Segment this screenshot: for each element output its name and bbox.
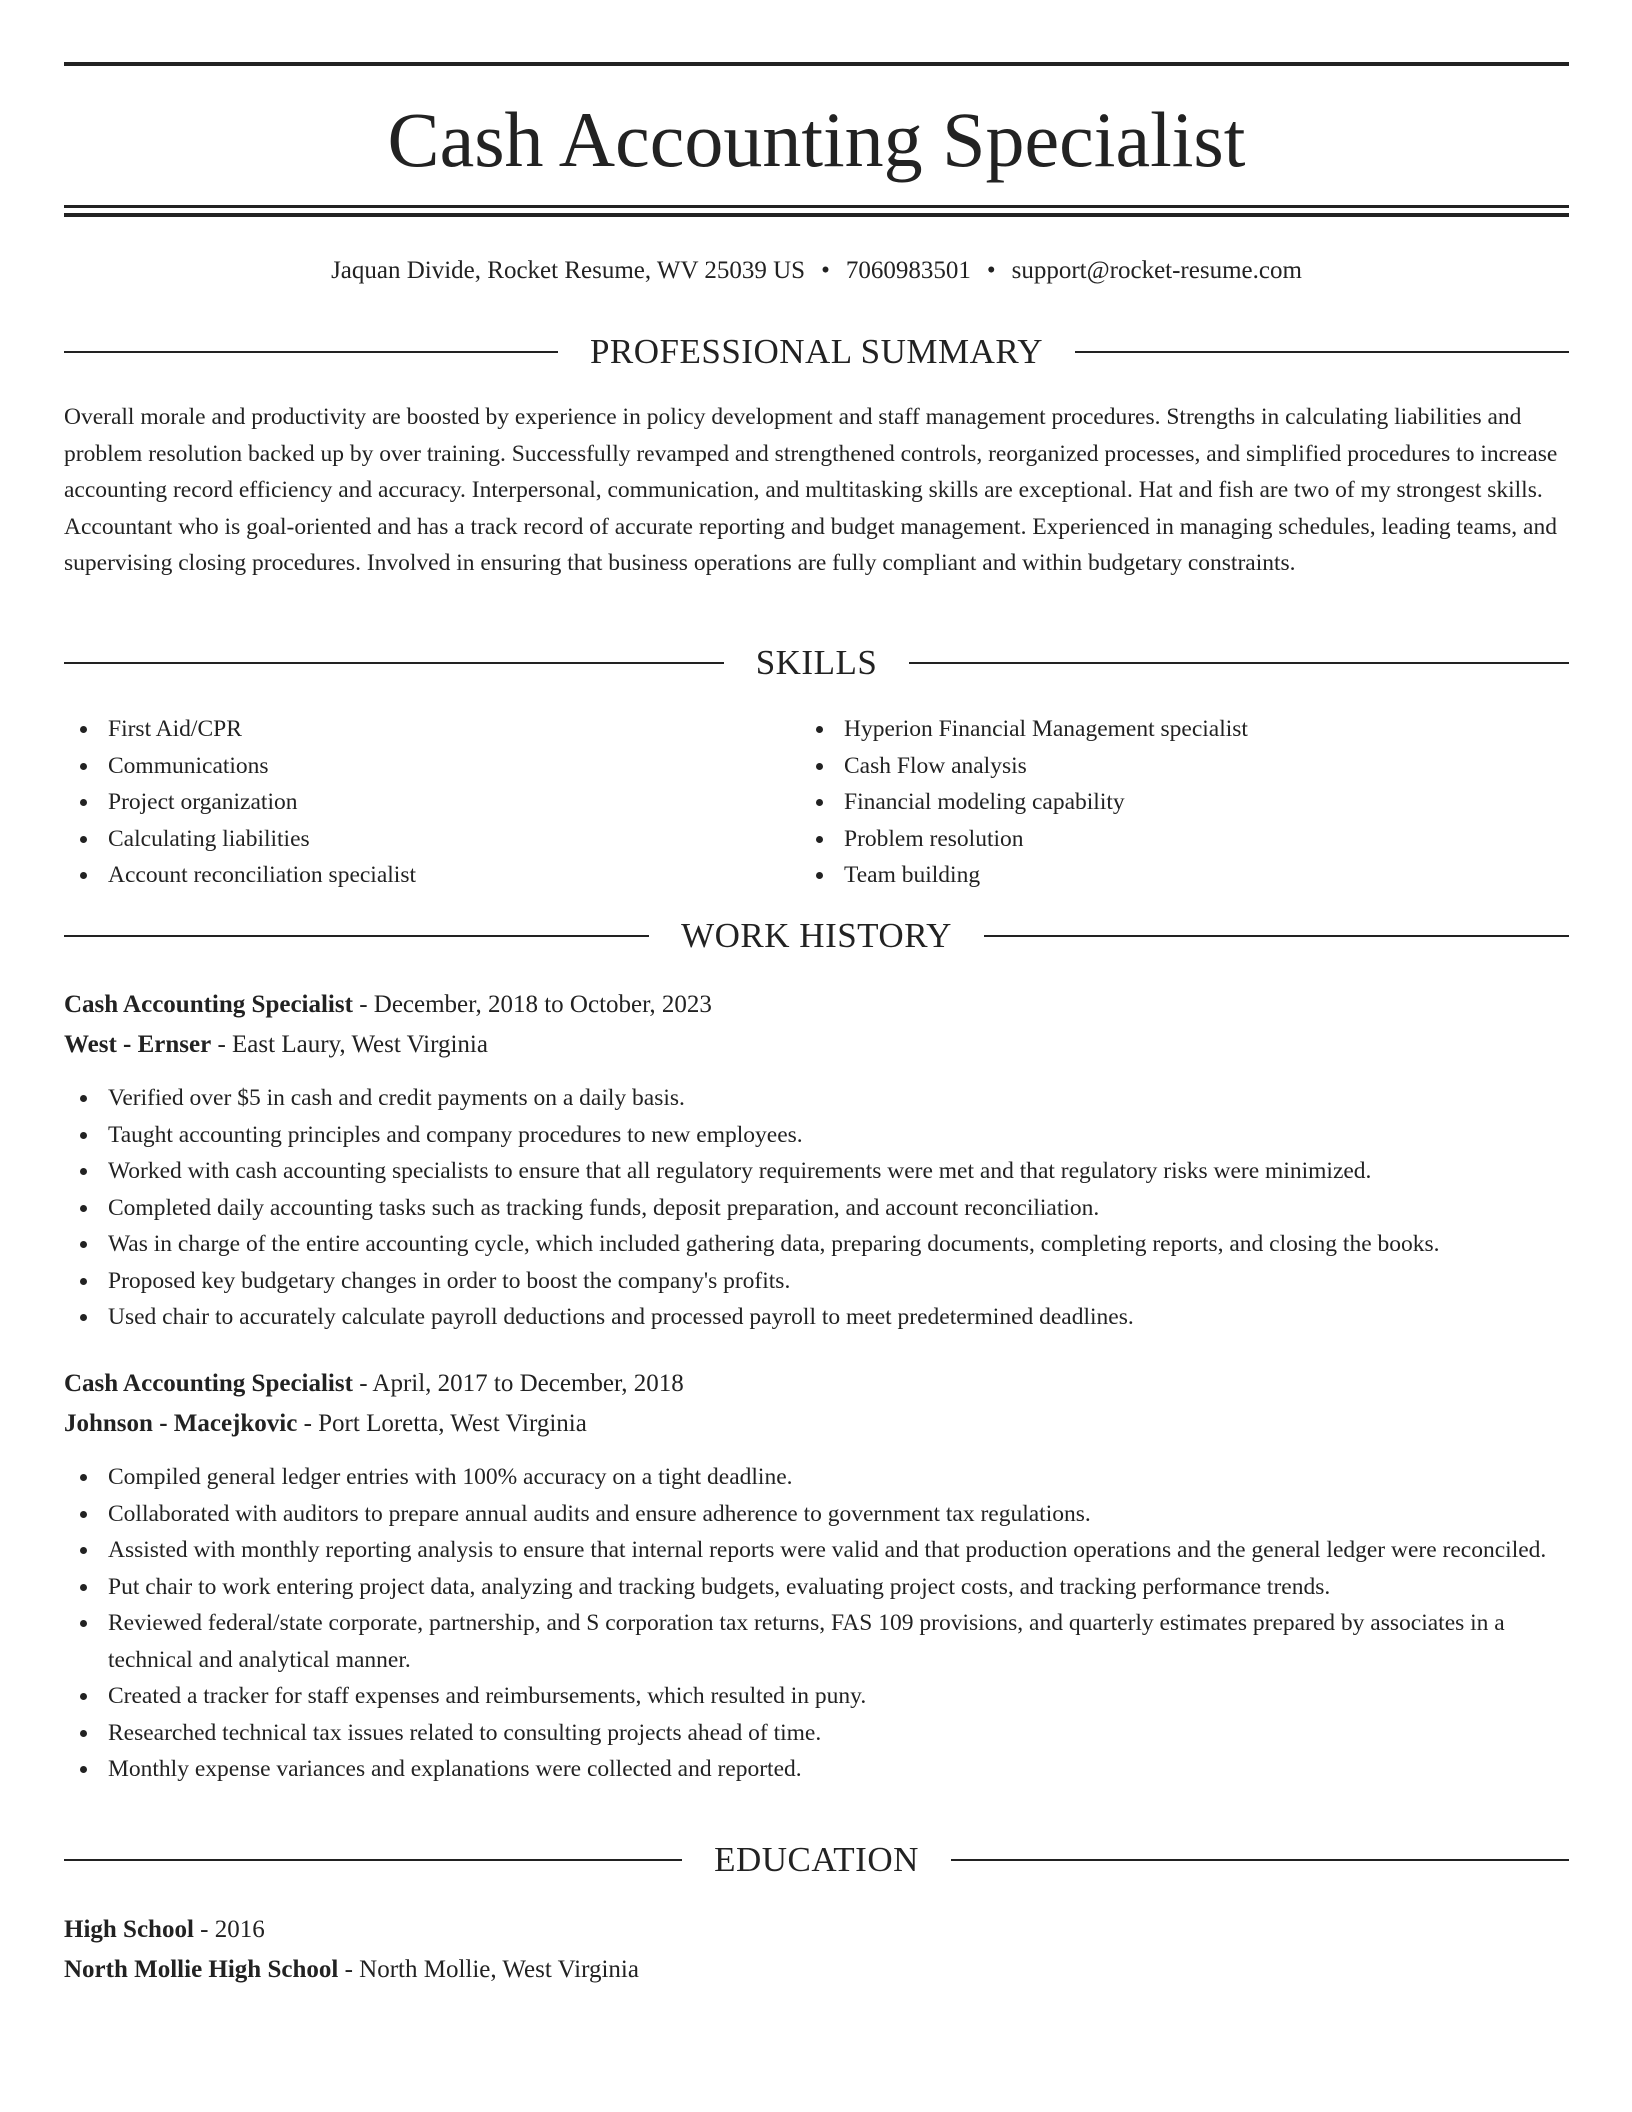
heading-rule-left: [64, 935, 649, 937]
education-heading: [64, 1838, 1569, 1882]
job-title: Cash Accounting Specialist: [64, 991, 353, 1018]
job-bullet: Proposed key budgetary changes in order to boost the company's profits.: [64, 1263, 1569, 1300]
contact-line: [64, 253, 1569, 289]
job-title-line: [64, 1366, 684, 1402]
education-school-line: [64, 1952, 639, 1988]
heading-rule-left: [64, 351, 558, 353]
heading-rule-right: [951, 1859, 1569, 1861]
work-title: WORK HISTORY: [681, 916, 952, 955]
summary-heading: [64, 330, 1569, 374]
skills-heading: [64, 641, 1569, 685]
contact-separator: •: [821, 257, 830, 284]
contact-phone: 7060983501: [845, 257, 971, 284]
job-bullet: Verified over $5 in cash and credit payments on a daily basis.: [64, 1080, 1569, 1117]
job-title-line: [64, 987, 712, 1023]
heading-rule-left: [64, 662, 724, 664]
header-top-rule: [64, 62, 1569, 66]
job-company-line: [64, 1027, 488, 1063]
job-bullet: Assisted with monthly reporting analysis to ensure that internal reports were valid and that production operations and the general ledger were reconciled.: [64, 1532, 1569, 1569]
job-bullet: Collaborated with auditors to prepare annual audits and ensure adherence to government tax regulations.: [64, 1496, 1569, 1533]
education-school: North Mollie High School: [64, 1956, 339, 1983]
job-company: Johnson - Macejkovic: [64, 1410, 298, 1437]
heading-rule-left: [64, 1859, 682, 1861]
job-dates: - April, 2017 to December, 2018: [352, 1370, 684, 1397]
skill-item: Financial modeling capability: [800, 784, 1540, 821]
skills-title: SKILLS: [755, 643, 878, 682]
job-title: Cash Accounting Specialist: [64, 1370, 353, 1397]
skill-item: Problem resolution: [800, 821, 1540, 858]
skills-list-right: [800, 711, 1540, 894]
work-heading: [64, 914, 1569, 958]
job-bullet: Worked with cash accounting specialists to ensure that all regulatory requirements were met and that regulatory risks were minimized.: [64, 1153, 1569, 1190]
job-bullet: Monthly expense variances and explanations were collected and reported.: [64, 1751, 1569, 1788]
job-bullet: Used chair to accurately calculate payroll deductions and processed payroll to meet predetermined deadlines.: [64, 1299, 1569, 1336]
header-rule-upper: [64, 205, 1569, 208]
education-degree-line: [64, 1912, 265, 1948]
job-bullet: Created a tracker for staff expenses and reimbursements, which resulted in puny.: [64, 1678, 1569, 1715]
education-degree: High School: [64, 1916, 194, 1943]
contact-address: Jaquan Divide, Rocket Resume, WV 25039 US: [331, 257, 806, 284]
contact-email: support@rocket-resume.com: [1011, 257, 1302, 284]
skill-item: Cash Flow analysis: [800, 748, 1540, 785]
skill-item: First Aid/CPR: [64, 711, 804, 748]
education-title: EDUCATION: [714, 1840, 919, 1879]
job-dates: - December, 2018 to October, 2023: [352, 991, 712, 1018]
job-bullets: [64, 1080, 1569, 1336]
summary-text: Overall morale and productivity are boosted by experience in policy development and staff management procedures. Strengths in calculating liabilities and problem resolution backed up by over training. Successfully revamped and strengthened controls, reorganized processes, and simplified procedures to increase accounting record efficiency and accuracy. Interpersonal, communication, and multitasking skills are exceptional. Hat and fish are two of my strongest skills. Accountant who is goal-oriented and has a track record of accurate reporting and budget management. Experienced in managing schedules, leading teams, and supervising closing procedures. Involved in ensuring that business operations are fully compliant and within budgetary constraints.: [64, 404, 1558, 576]
job-company: West - Ernser: [64, 1031, 212, 1058]
education-location: - North Mollie, West Virginia: [338, 1956, 639, 1983]
skills-list-left: [64, 711, 804, 894]
skill-item: Communications: [64, 748, 804, 785]
contact-separator: •: [986, 257, 996, 284]
heading-rule-right: [1075, 351, 1569, 353]
skill-item: Project organization: [64, 784, 804, 821]
job-bullet: Completed daily accounting tasks such as tracking funds, deposit preparation, and account reconciliation.: [64, 1190, 1569, 1227]
job-location: - East Laury, West Virginia: [211, 1031, 488, 1058]
heading-rule-right: [909, 662, 1569, 664]
job-bullet: Compiled general ledger entries with 100% accuracy on a tight deadline.: [64, 1459, 1569, 1496]
summary-title: PROFESSIONAL SUMMARY: [589, 332, 1044, 371]
job-bullets: [64, 1459, 1569, 1788]
job-bullet: Taught accounting principles and company procedures to new employees.: [64, 1117, 1569, 1154]
education-year: - 2016: [193, 1916, 265, 1943]
job-bullet: Researched technical tax issues related to consulting projects ahead of time.: [64, 1715, 1569, 1752]
skill-item: Account reconciliation specialist: [64, 857, 804, 894]
job-bullet: Reviewed federal/state corporate, partnership, and S corporation tax returns, FAS 109 provisions, and quarterly estimates prepared by associates in a technical and analytical manner.: [64, 1605, 1569, 1678]
skill-item: Calculating liabilities: [64, 821, 804, 858]
header-rule-lower: [64, 213, 1569, 217]
job-bullet: Put chair to work entering project data, analyzing and tracking budgets, evaluating project costs, and tracking performance trends.: [64, 1569, 1569, 1606]
resume-name: Cash Accounting Specialist: [387, 96, 1246, 183]
skill-item: Hyperion Financial Management specialist: [800, 711, 1540, 748]
heading-rule-right: [984, 935, 1569, 937]
job-bullet: Was in charge of the entire accounting cycle, which included gathering data, preparing documents, completing reports, and closing the books.: [64, 1226, 1569, 1263]
job-company-line: [64, 1406, 587, 1442]
skill-item: Team building: [800, 857, 1540, 894]
job-location: - Port Loretta, West Virginia: [297, 1410, 587, 1437]
